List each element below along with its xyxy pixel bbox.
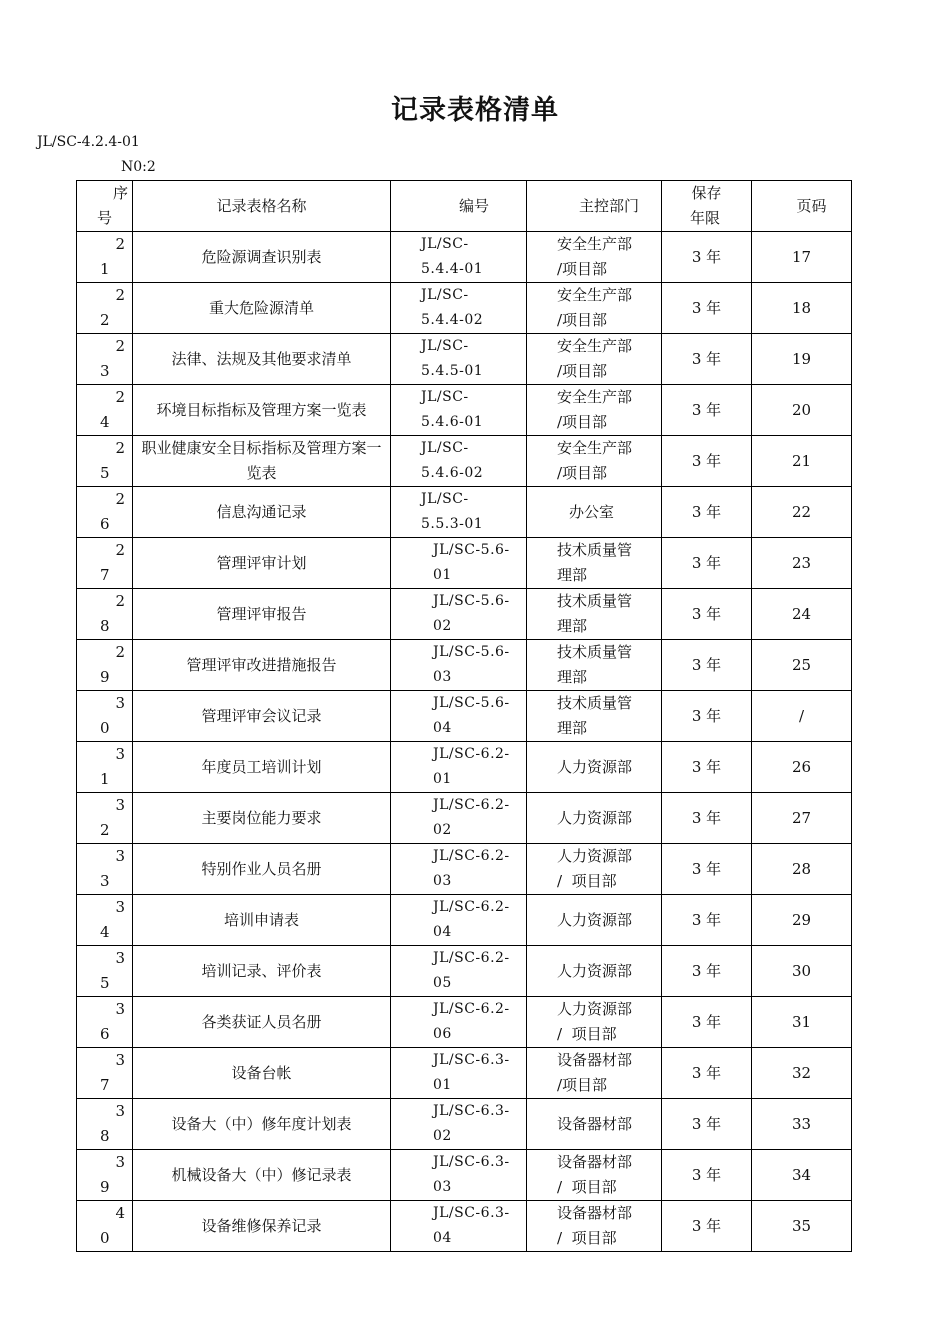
row-index	[77, 895, 133, 946]
row-dept-line1: 安全生产部	[557, 235, 633, 253]
row-dept-line1: 设备器材部	[557, 1051, 633, 1069]
row-retention: 3 年	[662, 436, 752, 487]
row-code	[391, 232, 527, 283]
row-code-line2: 04	[433, 924, 452, 940]
row-code-line2: 01	[433, 771, 452, 787]
row-dept-line1: 安全生产部	[557, 439, 633, 457]
row-page: 29	[752, 895, 852, 946]
table-row	[77, 385, 852, 436]
row-index	[77, 844, 133, 895]
row-retention: 3 年	[662, 589, 752, 640]
row-code	[391, 946, 527, 997]
row-index-digit2: 2	[100, 821, 110, 839]
row-code-line2: 04	[433, 1230, 452, 1246]
row-dept	[527, 1150, 662, 1201]
row-index	[77, 436, 133, 487]
row-form-name: 各类获证人员名册	[133, 997, 391, 1048]
row-form-name: 机械设备大（中）修记录表	[133, 1150, 391, 1201]
table-row	[77, 1099, 852, 1150]
row-index-digit2: 1	[100, 770, 110, 788]
row-code	[391, 691, 527, 742]
row-index	[77, 793, 133, 844]
row-dept	[527, 793, 662, 844]
table-row	[77, 436, 852, 487]
table-row	[77, 538, 852, 589]
row-code-line1: JL/SC-	[421, 236, 469, 252]
row-dept	[527, 1099, 662, 1150]
table-row	[77, 232, 852, 283]
row-index	[77, 334, 133, 385]
table-row	[77, 895, 852, 946]
row-form-name: 管理评审报告	[133, 589, 391, 640]
row-page: 18	[752, 283, 852, 334]
table-body	[77, 232, 852, 1252]
row-index-digit2: 0	[100, 719, 110, 737]
row-retention: 3 年	[662, 232, 752, 283]
row-dept-line1: 办公室	[569, 502, 615, 521]
row-dept-line1: 人力资源部	[557, 961, 633, 980]
table-row	[77, 742, 852, 793]
row-code-line1: JL/SC-6.2-	[433, 1001, 510, 1017]
row-code-line1: JL/SC-5.6-	[433, 644, 510, 660]
row-dept	[527, 640, 662, 691]
row-index-digit1: 2	[115, 643, 125, 661]
row-code-line1: JL/SC-5.6-	[433, 542, 510, 558]
row-dept	[527, 232, 662, 283]
row-index-digit1: 2	[115, 490, 125, 508]
header-retention-line1: 保存	[691, 184, 722, 202]
table-row	[77, 946, 852, 997]
row-index	[77, 1201, 133, 1252]
table-row	[77, 487, 852, 538]
row-dept-line2: 理部	[557, 566, 588, 584]
row-index-digit1: 3	[115, 1000, 125, 1018]
table-row	[77, 997, 852, 1048]
row-dept-line1: 技术质量管	[557, 541, 633, 559]
table-row	[77, 1150, 852, 1201]
row-code-line1: JL/SC-	[421, 338, 469, 354]
row-page: 35	[752, 1201, 852, 1252]
row-dept-line1: 人力资源部	[557, 808, 633, 827]
row-index	[77, 487, 133, 538]
row-page: 28	[752, 844, 852, 895]
page-title: 记录表格清单	[391, 95, 559, 126]
row-code-line1: JL/SC-6.2-	[433, 899, 510, 915]
row-code-line1: JL/SC-	[421, 440, 469, 456]
row-code-line1: JL/SC-6.3-	[433, 1052, 510, 1068]
row-index-digit1: 4	[115, 1204, 125, 1222]
row-code	[391, 385, 527, 436]
row-form-name: 培训申请表	[133, 895, 391, 946]
row-code	[391, 436, 527, 487]
row-form-name: 职业健康安全目标指标及管理方案一览表	[133, 436, 391, 487]
row-retention: 3 年	[662, 1150, 752, 1201]
row-page: 31	[752, 997, 852, 1048]
row-index-digit2: 6	[100, 515, 110, 533]
table-row	[77, 1048, 852, 1099]
row-dept-line1: 安全生产部	[557, 286, 633, 304]
row-page: 30	[752, 946, 852, 997]
row-index-digit2: 2	[100, 311, 110, 329]
row-index-digit1: 2	[115, 592, 125, 610]
row-code	[391, 1048, 527, 1099]
row-form-name: 环境目标指标及管理方案一览表	[133, 385, 391, 436]
header-page: 页码	[752, 181, 852, 232]
row-form-name: 危险源调查识别表	[133, 232, 391, 283]
row-code-line1: JL/SC-6.3-	[433, 1154, 510, 1170]
row-dept	[527, 1201, 662, 1252]
row-dept	[527, 1048, 662, 1099]
row-index-digit1: 2	[115, 337, 125, 355]
header-name: 记录表格名称	[133, 181, 391, 232]
row-index-digit2: 5	[100, 974, 110, 992]
row-code-line2: 02	[433, 618, 452, 634]
row-code-line1: JL/SC-6.2-	[433, 950, 510, 966]
row-code-line2: 5.4.6-02	[421, 465, 484, 481]
row-dept-line1: 人力资源部	[557, 910, 633, 929]
header-index-line1: 序	[112, 184, 128, 202]
row-index	[77, 997, 133, 1048]
row-dept	[527, 895, 662, 946]
row-dept-line2: /项目部	[557, 413, 608, 431]
row-page: 25	[752, 640, 852, 691]
document-code: JL/SC-4.2.4-01	[37, 134, 140, 150]
row-dept-line2: /项目部	[557, 260, 608, 278]
row-index	[77, 385, 133, 436]
row-dept	[527, 946, 662, 997]
header-retention	[662, 181, 752, 232]
row-code	[391, 1150, 527, 1201]
row-page: 17	[752, 232, 852, 283]
row-index-digit2: 3	[100, 872, 110, 890]
row-index-digit1: 3	[115, 1153, 125, 1171]
header-code: 编号	[391, 181, 527, 232]
row-code-line2: 5.4.4-01	[421, 261, 484, 277]
row-form-name: 设备大（中）修年度计划表	[133, 1099, 391, 1150]
row-dept-line1: 技术质量管	[557, 643, 633, 661]
row-index-digit2: 6	[100, 1025, 110, 1043]
row-dept	[527, 589, 662, 640]
row-dept-line2: / 项目部	[557, 1178, 617, 1196]
row-retention: 3 年	[662, 793, 752, 844]
row-retention: 3 年	[662, 997, 752, 1048]
row-index	[77, 283, 133, 334]
row-index	[77, 1150, 133, 1201]
row-dept-line1: 设备器材部	[557, 1114, 633, 1133]
row-dept	[527, 334, 662, 385]
row-code-line2: 02	[433, 822, 452, 838]
row-code-line2: 03	[433, 873, 452, 889]
row-page: 26	[752, 742, 852, 793]
row-index-digit1: 2	[115, 439, 125, 457]
row-retention: 3 年	[662, 946, 752, 997]
row-dept	[527, 997, 662, 1048]
row-index-digit1: 2	[115, 388, 125, 406]
row-dept-line2: 理部	[557, 668, 588, 686]
header-retention-line2: 年限	[690, 209, 721, 227]
row-form-name: 重大危险源清单	[133, 283, 391, 334]
row-dept-line2: 理部	[557, 617, 588, 635]
row-index	[77, 742, 133, 793]
row-index-digit2: 3	[100, 362, 110, 380]
row-index	[77, 946, 133, 997]
row-code-line2: 5.4.6-01	[421, 414, 484, 430]
row-dept	[527, 742, 662, 793]
row-page: 33	[752, 1099, 852, 1150]
row-dept-line1: 设备器材部	[557, 1204, 633, 1222]
row-dept-line1: 设备器材部	[557, 1153, 633, 1171]
records-table	[76, 180, 852, 1252]
row-form-name: 管理评审会议记录	[133, 691, 391, 742]
table-header	[77, 181, 852, 232]
row-code-line2: 5.5.3-01	[421, 516, 484, 532]
row-retention: 3 年	[662, 691, 752, 742]
row-dept-line1: 人力资源部	[557, 847, 633, 865]
row-code-line1: JL/SC-	[421, 389, 469, 405]
row-index-digit1: 3	[115, 949, 125, 967]
header-dept: 主控部门	[527, 181, 662, 232]
row-code	[391, 1099, 527, 1150]
row-index-digit2: 1	[100, 260, 110, 278]
row-code-line2: 01	[433, 1077, 452, 1093]
table-row	[77, 691, 852, 742]
table-row	[77, 283, 852, 334]
row-dept-line2: /项目部	[557, 464, 608, 482]
row-index	[77, 1099, 133, 1150]
row-page: 21	[752, 436, 852, 487]
row-code	[391, 640, 527, 691]
header-index-line2: 号	[97, 209, 113, 227]
row-index-digit1: 2	[115, 541, 125, 559]
row-form-name: 主要岗位能力要求	[133, 793, 391, 844]
row-index	[77, 538, 133, 589]
row-retention: 3 年	[662, 640, 752, 691]
row-index	[77, 232, 133, 283]
row-index-digit1: 3	[115, 1102, 125, 1120]
row-dept	[527, 283, 662, 334]
row-dept-line2: / 项目部	[557, 872, 617, 890]
row-code	[391, 742, 527, 793]
row-code	[391, 283, 527, 334]
row-code	[391, 1201, 527, 1252]
row-dept-line2: 理部	[557, 719, 588, 737]
row-page: 23	[752, 538, 852, 589]
header-index	[77, 181, 133, 232]
row-index-digit2: 8	[100, 1127, 110, 1145]
row-code-line2: 01	[433, 567, 452, 583]
row-retention: 3 年	[662, 895, 752, 946]
row-retention: 3 年	[662, 1201, 752, 1252]
row-code-line1: JL/SC-6.2-	[433, 746, 510, 762]
row-index-digit2: 9	[100, 668, 110, 686]
row-dept-line1: 人力资源部	[557, 1000, 633, 1018]
row-dept	[527, 691, 662, 742]
row-retention: 3 年	[662, 742, 752, 793]
row-retention: 3 年	[662, 844, 752, 895]
row-retention: 3 年	[662, 385, 752, 436]
row-retention: 3 年	[662, 334, 752, 385]
row-dept-line1: 人力资源部	[557, 757, 633, 776]
row-form-name: 管理评审计划	[133, 538, 391, 589]
row-code-line2: 05	[433, 975, 452, 991]
row-index	[77, 640, 133, 691]
row-code-line1: JL/SC-6.3-	[433, 1205, 510, 1221]
table-row	[77, 1201, 852, 1252]
row-dept	[527, 436, 662, 487]
row-page: 34	[752, 1150, 852, 1201]
row-form-name: 设备台帐	[133, 1048, 391, 1099]
row-retention: 3 年	[662, 283, 752, 334]
row-index-digit1: 3	[115, 796, 125, 814]
row-dept-line1: 安全生产部	[557, 337, 633, 355]
row-code	[391, 487, 527, 538]
row-index	[77, 1048, 133, 1099]
row-code-line1: JL/SC-5.6-	[433, 695, 510, 711]
row-index-digit2: 7	[100, 566, 110, 584]
row-code-line2: 03	[433, 1179, 452, 1195]
row-code	[391, 538, 527, 589]
row-code	[391, 844, 527, 895]
row-code-line2: 02	[433, 1128, 452, 1144]
row-code-line2: 5.4.4-02	[421, 312, 484, 328]
row-code	[391, 895, 527, 946]
row-index-digit1: 3	[115, 898, 125, 916]
row-index-digit2: 0	[100, 1229, 110, 1247]
row-index-digit2: 7	[100, 1076, 110, 1094]
row-index	[77, 691, 133, 742]
row-page: 24	[752, 589, 852, 640]
row-code	[391, 997, 527, 1048]
table-row	[77, 334, 852, 385]
table-row	[77, 844, 852, 895]
table-row	[77, 793, 852, 844]
row-index-digit1: 3	[115, 1051, 125, 1069]
row-retention: 3 年	[662, 487, 752, 538]
row-index-digit1: 3	[115, 847, 125, 865]
row-index-digit1: 3	[115, 745, 125, 763]
row-code	[391, 589, 527, 640]
row-index-digit2: 5	[100, 464, 110, 482]
row-index-digit2: 4	[100, 413, 110, 431]
row-dept	[527, 487, 662, 538]
row-form-name: 特别作业人员名册	[133, 844, 391, 895]
row-page: 22	[752, 487, 852, 538]
row-dept-line1: 技术质量管	[557, 592, 633, 610]
row-page: 32	[752, 1048, 852, 1099]
row-dept-line2: /项目部	[557, 1076, 608, 1094]
row-dept-line2: / 项目部	[557, 1025, 617, 1043]
row-retention: 3 年	[662, 1048, 752, 1099]
document-number: N0:2	[121, 159, 156, 175]
row-index-digit1: 3	[115, 694, 125, 712]
row-code-line1: JL/SC-5.6-	[433, 593, 510, 609]
table-row	[77, 640, 852, 691]
row-form-name: 设备维修保养记录	[133, 1201, 391, 1252]
header-row	[77, 181, 852, 232]
row-index-digit2: 4	[100, 923, 110, 941]
row-index-digit2: 9	[100, 1178, 110, 1196]
row-code-line1: JL/SC-	[421, 491, 469, 507]
row-index-digit1: 2	[115, 286, 125, 304]
row-code-line2: 03	[433, 669, 452, 685]
row-dept-line1: 技术质量管	[557, 694, 633, 712]
row-code-line2: 06	[433, 1026, 452, 1042]
row-dept	[527, 844, 662, 895]
row-code	[391, 793, 527, 844]
row-page: /	[752, 691, 852, 742]
row-retention: 3 年	[662, 1099, 752, 1150]
row-dept-line1: 安全生产部	[557, 388, 633, 406]
row-code-line1: JL/SC-	[421, 287, 469, 303]
row-page: 19	[752, 334, 852, 385]
row-page: 27	[752, 793, 852, 844]
row-index	[77, 589, 133, 640]
row-code-line2: 04	[433, 720, 452, 736]
row-dept	[527, 385, 662, 436]
row-dept	[527, 538, 662, 589]
row-form-name: 信息沟通记录	[133, 487, 391, 538]
row-code-line1: JL/SC-6.2-	[433, 848, 510, 864]
row-retention: 3 年	[662, 538, 752, 589]
row-dept-line2: /项目部	[557, 362, 608, 380]
row-form-name: 法律、法规及其他要求清单	[133, 334, 391, 385]
row-dept-line2: /项目部	[557, 311, 608, 329]
row-index-digit1: 2	[115, 235, 125, 253]
row-code-line2: 5.4.5-01	[421, 363, 484, 379]
row-form-name: 年度员工培训计划	[133, 742, 391, 793]
row-form-name: 培训记录、评价表	[133, 946, 391, 997]
row-dept-line2: / 项目部	[557, 1229, 617, 1247]
row-code	[391, 334, 527, 385]
row-page: 20	[752, 385, 852, 436]
table-row	[77, 589, 852, 640]
row-code-line1: JL/SC-6.3-	[433, 1103, 510, 1119]
row-index-digit2: 8	[100, 617, 110, 635]
row-code-line1: JL/SC-6.2-	[433, 797, 510, 813]
row-form-name: 管理评审改进措施报告	[133, 640, 391, 691]
